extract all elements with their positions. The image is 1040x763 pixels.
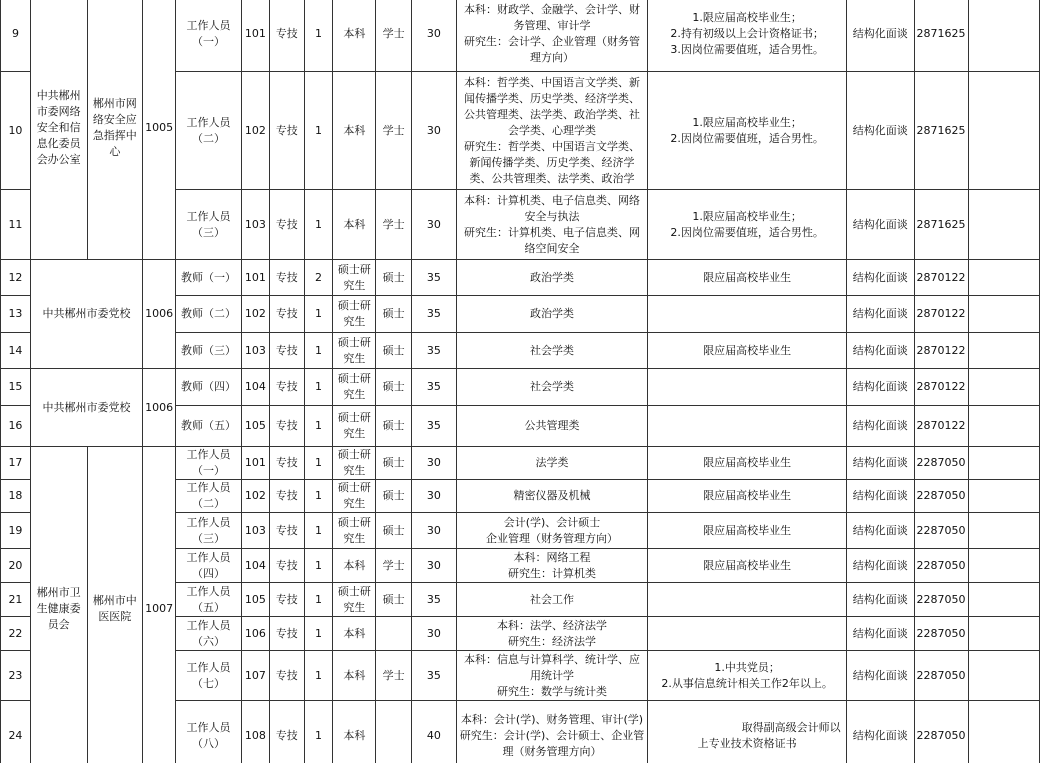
age-limit: 40	[412, 701, 457, 763]
major-requirement: 本科：财政学、金融学、会计学、财务管理、审计学 研究生：会计学、企业管理（财务管理方向）	[456, 0, 647, 72]
exam-method: 结构化面谈	[847, 190, 915, 260]
degree: 硕士	[376, 583, 412, 617]
contact-phone: 2287050	[914, 480, 968, 513]
remarks	[968, 701, 1039, 763]
exam-method: 结构化面谈	[847, 296, 915, 333]
hire-count: 1	[304, 296, 333, 333]
contact-phone: 2870122	[914, 333, 968, 369]
post-name: 工作人员（八）	[176, 701, 242, 763]
post-type: 专技	[269, 333, 304, 369]
other-conditions: 取得副高级会计师以上专业技术资格证书	[648, 701, 847, 763]
dept-name: 郴州市卫生健康委员会	[30, 447, 87, 763]
education: 本科	[333, 701, 376, 763]
major-requirement: 公共管理类	[456, 406, 647, 447]
degree: 学士	[376, 0, 412, 72]
post-type: 专技	[269, 651, 304, 701]
contact-phone: 2287050	[914, 549, 968, 583]
other-conditions: 1.中共党员； 2.从事信息统计相关工作2年以上。	[648, 651, 847, 701]
unit-code: 1005	[143, 0, 176, 260]
age-limit: 35	[412, 369, 457, 406]
post-name: 工作人员（三）	[176, 513, 242, 549]
post-name: 教师（三）	[176, 333, 242, 369]
post-name: 教师（二）	[176, 296, 242, 333]
post-type: 专技	[269, 447, 304, 480]
post-type: 专技	[269, 480, 304, 513]
other-conditions: 限应届高校毕业生	[648, 513, 847, 549]
degree: 硕士	[376, 260, 412, 296]
post-type: 专技	[269, 190, 304, 260]
hire-count: 1	[304, 701, 333, 763]
education: 本科	[333, 190, 376, 260]
row-number: 23	[1, 651, 31, 701]
unit-code: 1006	[143, 260, 176, 369]
degree	[376, 701, 412, 763]
hire-count: 1	[304, 583, 333, 617]
post-code: 105	[241, 406, 269, 447]
age-limit: 35	[412, 296, 457, 333]
remarks	[968, 549, 1039, 583]
age-limit: 35	[412, 651, 457, 701]
row-number: 19	[1, 513, 31, 549]
contact-phone: 2871625	[914, 190, 968, 260]
remarks	[968, 72, 1039, 190]
hire-count: 1	[304, 0, 333, 72]
major-requirement: 法学类	[456, 447, 647, 480]
degree: 学士	[376, 651, 412, 701]
age-limit: 30	[412, 549, 457, 583]
hire-count: 1	[304, 190, 333, 260]
exam-method: 结构化面谈	[847, 617, 915, 651]
hire-count: 1	[304, 480, 333, 513]
education: 硕士研究生	[333, 369, 376, 406]
row-number: 22	[1, 617, 31, 651]
contact-phone: 2870122	[914, 406, 968, 447]
contact-phone: 2287050	[914, 583, 968, 617]
hire-count: 1	[304, 447, 333, 480]
post-type: 专技	[269, 513, 304, 549]
other-conditions: 1.限应届高校毕业生； 2.因岗位需要值班，适合男性。	[648, 190, 847, 260]
post-name: 工作人员（一）	[176, 0, 242, 72]
degree: 学士	[376, 549, 412, 583]
post-code: 108	[241, 701, 269, 763]
age-limit: 30	[412, 72, 457, 190]
other-conditions	[648, 406, 847, 447]
age-limit: 35	[412, 406, 457, 447]
education: 硕士研究生	[333, 260, 376, 296]
degree: 硕士	[376, 333, 412, 369]
age-limit: 30	[412, 480, 457, 513]
post-code: 103	[241, 333, 269, 369]
post-code: 102	[241, 480, 269, 513]
exam-method: 结构化面谈	[847, 583, 915, 617]
education: 硕士研究生	[333, 583, 376, 617]
other-conditions: 限应届高校毕业生	[648, 333, 847, 369]
exam-method: 结构化面谈	[847, 549, 915, 583]
age-limit: 35	[412, 583, 457, 617]
post-code: 107	[241, 651, 269, 701]
post-type: 专技	[269, 406, 304, 447]
exam-method: 结构化面谈	[847, 72, 915, 190]
table-row	[1, 260, 1040, 296]
contact-phone: 2871625	[914, 72, 968, 190]
contact-phone: 2870122	[914, 369, 968, 406]
education: 本科	[333, 651, 376, 701]
row-number: 10	[1, 72, 31, 190]
exam-method: 结构化面谈	[847, 701, 915, 763]
remarks	[968, 369, 1039, 406]
post-code: 101	[241, 260, 269, 296]
exam-method: 结构化面谈	[847, 260, 915, 296]
remarks	[968, 260, 1039, 296]
exam-method: 结构化面谈	[847, 447, 915, 480]
other-conditions: 限应届高校毕业生	[648, 480, 847, 513]
post-name: 工作人员（三）	[176, 190, 242, 260]
major-requirement: 政治学类	[456, 296, 647, 333]
post-name: 教师（一）	[176, 260, 242, 296]
education: 硕士研究生	[333, 333, 376, 369]
post-code: 102	[241, 296, 269, 333]
row-number: 21	[1, 583, 31, 617]
degree: 学士	[376, 190, 412, 260]
post-type: 专技	[269, 260, 304, 296]
hire-count: 1	[304, 513, 333, 549]
other-conditions	[648, 369, 847, 406]
row-number: 18	[1, 480, 31, 513]
exam-method: 结构化面谈	[847, 513, 915, 549]
major-requirement: 本科：信息与计算科学、统计学、应用统计学 研究生：数学与统计类	[456, 651, 647, 701]
education: 本科	[333, 549, 376, 583]
post-name: 工作人员（六）	[176, 617, 242, 651]
remarks	[968, 0, 1039, 72]
post-code: 103	[241, 513, 269, 549]
post-type: 专技	[269, 583, 304, 617]
unit-name: 中共郴州市委党校	[30, 369, 142, 447]
post-name: 工作人员（四）	[176, 549, 242, 583]
age-limit: 35	[412, 260, 457, 296]
other-conditions: 限应届高校毕业生	[648, 447, 847, 480]
age-limit: 30	[412, 0, 457, 72]
table-row	[1, 447, 1040, 480]
contact-phone: 2287050	[914, 701, 968, 763]
post-type: 专技	[269, 296, 304, 333]
major-requirement: 社会学类	[456, 333, 647, 369]
row-number: 24	[1, 701, 31, 763]
remarks	[968, 480, 1039, 513]
exam-method: 结构化面谈	[847, 369, 915, 406]
unit-code: 1007	[143, 447, 176, 763]
other-conditions	[648, 296, 847, 333]
row-number: 16	[1, 406, 31, 447]
exam-method: 结构化面谈	[847, 651, 915, 701]
remarks	[968, 651, 1039, 701]
major-requirement: 本科：网络工程 研究生：计算机类	[456, 549, 647, 583]
age-limit: 35	[412, 333, 457, 369]
hire-count: 1	[304, 617, 333, 651]
contact-phone: 2870122	[914, 260, 968, 296]
exam-method: 结构化面谈	[847, 406, 915, 447]
remarks	[968, 583, 1039, 617]
remarks	[968, 617, 1039, 651]
age-limit: 30	[412, 447, 457, 480]
education: 硕士研究生	[333, 296, 376, 333]
remarks	[968, 190, 1039, 260]
major-requirement: 社会工作	[456, 583, 647, 617]
post-code: 101	[241, 0, 269, 72]
post-code: 105	[241, 583, 269, 617]
exam-method: 结构化面谈	[847, 333, 915, 369]
hire-count: 2	[304, 260, 333, 296]
post-code: 103	[241, 190, 269, 260]
other-conditions	[648, 583, 847, 617]
remarks	[968, 296, 1039, 333]
degree: 硕士	[376, 369, 412, 406]
unit-code: 1006	[143, 369, 176, 447]
post-name: 工作人员（五）	[176, 583, 242, 617]
degree: 硕士	[376, 406, 412, 447]
post-type: 专技	[269, 617, 304, 651]
major-requirement: 本科：法学、经济法学 研究生：经济法学	[456, 617, 647, 651]
contact-phone: 2287050	[914, 447, 968, 480]
post-type: 专技	[269, 369, 304, 406]
remarks	[968, 406, 1039, 447]
contact-phone: 2871625	[914, 0, 968, 72]
degree: 硕士	[376, 480, 412, 513]
post-name: 工作人员（二）	[176, 480, 242, 513]
row-number: 13	[1, 296, 31, 333]
education: 本科	[333, 0, 376, 72]
education: 本科	[333, 72, 376, 190]
other-conditions: 限应届高校毕业生	[648, 260, 847, 296]
row-number: 15	[1, 369, 31, 406]
exam-method: 结构化面谈	[847, 480, 915, 513]
degree: 学士	[376, 72, 412, 190]
post-type: 专技	[269, 72, 304, 190]
contact-phone: 2287050	[914, 513, 968, 549]
hire-count: 1	[304, 406, 333, 447]
education: 硕士研究生	[333, 513, 376, 549]
post-name: 工作人员（七）	[176, 651, 242, 701]
post-name: 工作人员（一）	[176, 447, 242, 480]
age-limit: 30	[412, 190, 457, 260]
degree: 硕士	[376, 513, 412, 549]
major-requirement: 政治学类	[456, 260, 647, 296]
remarks	[968, 513, 1039, 549]
other-conditions: 1.限应届高校毕业生； 2.持有初级以上会计资格证书； 3.因岗位需要值班，适合男性。	[648, 0, 847, 72]
degree: 硕士	[376, 447, 412, 480]
table-row	[1, 0, 1040, 72]
contact-phone: 2870122	[914, 296, 968, 333]
education: 硕士研究生	[333, 480, 376, 513]
post-type: 专技	[269, 701, 304, 763]
row-number: 17	[1, 447, 31, 480]
row-number: 12	[1, 260, 31, 296]
post-code: 104	[241, 549, 269, 583]
post-type: 专技	[269, 0, 304, 72]
post-type: 专技	[269, 549, 304, 583]
hire-count: 1	[304, 549, 333, 583]
unit-name: 郴州市网络安全应急指挥中心	[87, 0, 143, 260]
post-name: 工作人员（二）	[176, 72, 242, 190]
age-limit: 30	[412, 617, 457, 651]
post-code: 101	[241, 447, 269, 480]
hire-count: 1	[304, 333, 333, 369]
degree: 硕士	[376, 296, 412, 333]
education: 本科	[333, 617, 376, 651]
contact-phone: 2287050	[914, 651, 968, 701]
other-conditions	[648, 617, 847, 651]
row-number: 20	[1, 549, 31, 583]
post-code: 106	[241, 617, 269, 651]
major-requirement: 会计(学)、会计硕士 企业管理（财务管理方向）	[456, 513, 647, 549]
major-requirement: 精密仪器及机械	[456, 480, 647, 513]
post-name: 教师（五）	[176, 406, 242, 447]
row-number: 9	[1, 0, 31, 72]
education: 硕士研究生	[333, 447, 376, 480]
major-requirement: 本科：计算机类、电子信息类、网络安全与执法 研究生：计算机类、电子信息类、网络空间安全	[456, 190, 647, 260]
other-conditions: 1.限应届高校毕业生； 2.因岗位需要值班，适合男性。	[648, 72, 847, 190]
remarks	[968, 333, 1039, 369]
row-number: 11	[1, 190, 31, 260]
other-conditions: 限应届高校毕业生	[648, 549, 847, 583]
contact-phone: 2287050	[914, 617, 968, 651]
major-requirement: 本科：哲学类、中国语言文学类、新闻传播学类、历史学类、经济学类、公共管理类、法学类、政治学类、社会学类、心理学类 研究生：哲学类、中国语言文学类、新闻传播学类、历史学类、经济学类、公共管理类、法学类、政治学	[456, 72, 647, 190]
post-name: 教师（四）	[176, 369, 242, 406]
post-code: 102	[241, 72, 269, 190]
dept-name: 中共郴州市委网络安全和信息化委员会办公室	[30, 0, 87, 260]
hire-count: 1	[304, 369, 333, 406]
major-requirement: 本科：会计(学)、财务管理、审计(学) 研究生：会计(学)、会计硕士、企业管理（财务管理方向）	[456, 701, 647, 763]
unit-name: 郴州市中医医院	[87, 447, 143, 763]
major-requirement: 社会学类	[456, 369, 647, 406]
row-number: 14	[1, 333, 31, 369]
remarks	[968, 447, 1039, 480]
age-limit: 30	[412, 513, 457, 549]
hire-count: 1	[304, 72, 333, 190]
education: 硕士研究生	[333, 406, 376, 447]
hire-count: 1	[304, 651, 333, 701]
degree	[376, 617, 412, 651]
unit-name: 中共郴州市委党校	[30, 260, 142, 369]
table-row	[1, 369, 1040, 406]
post-code: 104	[241, 369, 269, 406]
exam-method: 结构化面谈	[847, 0, 915, 72]
